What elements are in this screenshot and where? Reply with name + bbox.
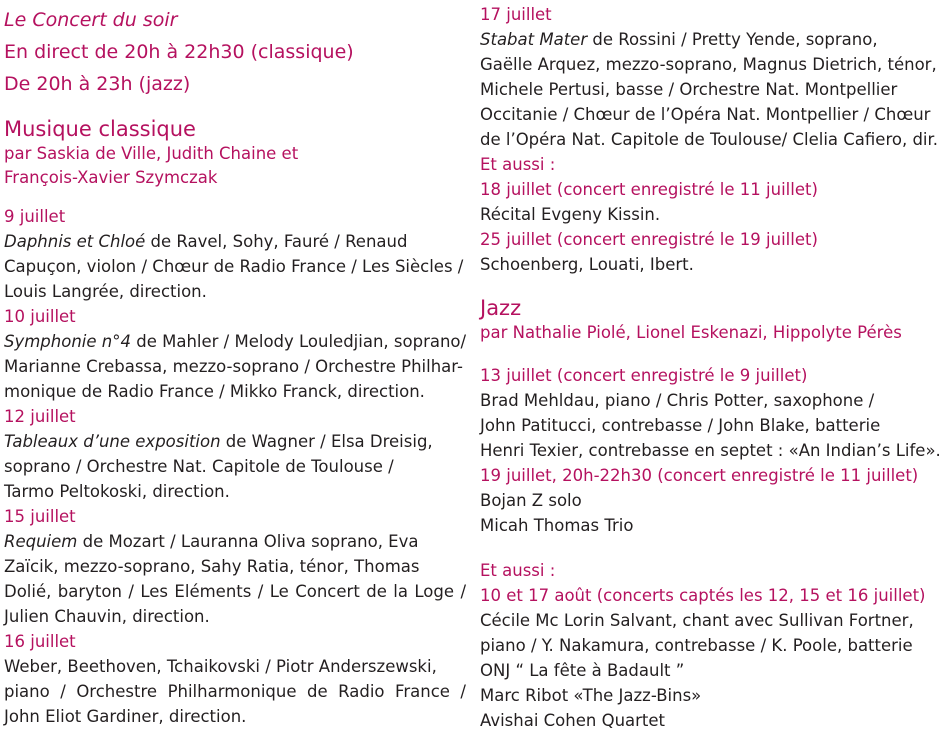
broadcast-time-classical: En direct de 20h à 22h30 (classique) <box>4 41 354 63</box>
concert-entry: 9 juillet Daphnis et Chloé de Ravel, Sohy, Fauré / Renaud Capuçon, violon / Chœur de Radio France / Les Siècles / Louis Langrée, direction. <box>4 204 466 304</box>
concert-date: 25 juillet (concert enregistré le 19 juillet) <box>480 230 818 249</box>
concert-date: 18 juillet (concert enregistré le 11 juillet) <box>480 180 818 199</box>
concert-date: 13 juillet (concert enregistré le 9 juillet) <box>480 366 808 385</box>
work-title: Symphonie n°4 <box>4 332 131 351</box>
concert-date: 10 juillet <box>4 307 76 326</box>
jazz-concert-entry: 19 juillet, 20h-22h30 (concert enregistré le 11 juillet) Bojan Z solo Micah Thomas Trio <box>480 463 942 538</box>
concert-date: 10 et 17 août (concerts captés les 12, 15 et 16 juillet) <box>480 586 926 605</box>
work-title: Tableaux d’une exposition <box>4 432 221 451</box>
concert-date: 16 juillet <box>4 632 76 651</box>
also-label: Et aussi : <box>480 561 556 580</box>
work-title: Daphnis et Chloé <box>4 232 146 251</box>
concert-entry: 15 juillet Requiem de Mozart / Lauranna Oliva soprano, Eva Zaïcik, mezzo-soprano, Sahy Ratia, ténor, Thomas Dolié, baryton / Les Eléments / Le Concert de la Loge / Julien Chauvin, direction. <box>4 504 466 629</box>
jazz-section-title: Jazz <box>480 296 522 320</box>
left-column <box>4 0 466 729</box>
jazz-byline: par Nathalie Piolé, Lionel Eskenazi, Hippolyte Pérès <box>480 323 902 342</box>
concert-date: 19 juillet, 20h-22h30 (concert enregistré le 11 juillet) <box>480 466 919 485</box>
program-title: Le Concert du soir <box>4 9 178 31</box>
broadcast-time-jazz: De 20h à 23h (jazz) <box>4 73 191 95</box>
jazz-also: Et aussi : 10 et 17 août (concerts captés les 12, 15 et 16 juillet) Cécile Mc Lorin Salvant, chant avec Sullivan Fortner, piano / Y. Nakamura, contrebasse / K. Poole, batterie ONJ “ La fête à Badault ” Marc Ribot «The Jazz-Bins» Avishai Cohen Quartet <box>480 558 942 733</box>
right-column <box>480 0 942 733</box>
concert-entry: 10 juillet Symphonie n°4 de Mahler / Melody Louledjian, soprano/ Marianne Crebassa, mezzo-soprano / Orchestre Philhar- monique de Radio France / Mikko Franck, direction. <box>4 304 466 404</box>
concert-entry: 17 juillet Stabat Mater de Rossini / Pretty Yende, soprano, Gaëlle Arquez, mezzo-soprano, Magnus Dietrich, ténor, Michele Pertusi, basse / Orchestre Nat. Montpellier Occitanie / Chœur de l’Opéra Nat. Montpellier / Chœur de l’Opéra Nat. Capitole de Toulouse/ Clelia Cafiero, dir. <box>480 2 942 152</box>
classical-also: Et aussi : 18 juillet (concert enregistré le 11 juillet) Récital Evgeny Kissin. 25 juillet (concert enregistré le 19 juillet) Schoenberg, Louati, Ibert. <box>480 152 942 277</box>
concert-date: 17 juillet <box>480 5 552 24</box>
concert-entry: 16 juillet Weber, Beethoven, Tchaikovski / Piotr Anderszewski, piano / Orchestre Philharmonique de Radio France / John Eliot Gardiner, direction. <box>4 629 466 729</box>
also-label: Et aussi : <box>480 155 556 174</box>
concert-entry: 12 juillet Tableaux d’une exposition de Wagner / Elsa Dreisig, soprano / Orchestre Nat. Capitole de Toulouse / Tarmo Peltokoski, direction. <box>4 404 466 504</box>
classical-section-title: Musique classique <box>4 117 196 141</box>
concert-date: 15 juillet <box>4 507 76 526</box>
concert-date: 12 juillet <box>4 407 76 426</box>
concert-date: 9 juillet <box>4 207 66 226</box>
classical-byline: par Saskia de Ville, Judith Chaine et François-Xavier Szymczak <box>4 144 299 187</box>
jazz-concert-entry: 13 juillet (concert enregistré le 9 juillet) Brad Mehldau, piano / Chris Potter, saxophone / John Patitucci, contrebasse / John Blake, batterie Henri Texier, contrebasse en septet : «An Indian’s Life». <box>480 363 942 463</box>
work-title: Requiem <box>4 532 78 551</box>
work-title: Stabat Mater <box>480 30 588 49</box>
